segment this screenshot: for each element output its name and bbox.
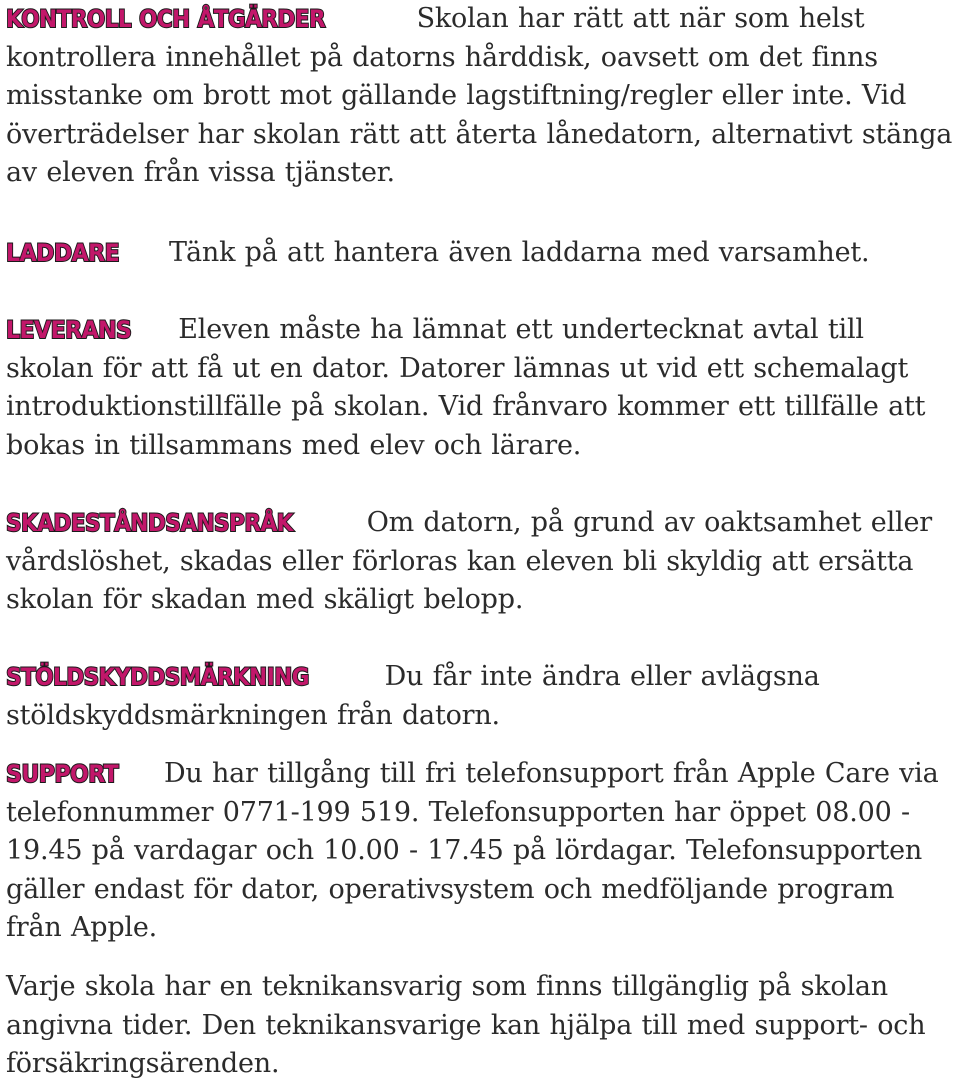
section-leverans: [6, 311, 956, 465]
heading-kontroll-och-atgarder: KONTROLL OCH ÅTGÄRDER: [6, 5, 326, 33]
section-text-leverans: Eleven måste ha lämnat ett undertecknat avtal till skolan för att få ut en dator. Datorer lämnas ut vid ett schemalagt introduktionstillfälle på skolan. Vid frånvaro kommer ett tillfälle att bokas in tillsammans med elev och lärare.: [6, 314, 926, 461]
heading-support: SUPPORT: [6, 760, 119, 788]
closing-paragraph: Varje skola har en teknikansvarig som finns tillgänglig på skolan angivna tider. Den teknikansvarige kan hjälpa till med support- och försäkringsärenden.: [6, 971, 926, 1079]
section-skadestandsansprak: [6, 504, 956, 620]
heading-laddare: LADDARE: [6, 239, 120, 267]
section-support: [6, 755, 956, 948]
section-text-skadestandsansprak: Om datorn, på grund av oaktsamhet eller vårdslöshet, skadas eller förloras kan eleven bli skyldig att ersätta skolan för skadan med skäligt belopp.: [6, 507, 932, 615]
heading-skadestandsansprak: SKADESTÅNDSANSPRÅK: [6, 509, 293, 537]
section-text-stoldskyddsmarkning: Du får inte ändra eller avlägsna stöldskyddsmärkningen från datorn.: [6, 661, 820, 731]
section-text-kontroll: Skolan har rätt att när som helst kontrollera innehållet på datorns hårddisk, oavsett om det finns misstanke om brott mot gällande lagstiftning/regler eller inte. Vid överträdelser har skolan rätt att återta lånedatorn, alternativt stänga av eleven från vissa tjänster.: [6, 3, 953, 188]
section-text-laddare: Tänk på att hantera även laddarna med varsamhet.: [168, 237, 870, 268]
section-kontroll: [6, 0, 956, 193]
heading-stoldskyddsmarkning: STÖLDSKYDDSMÄRKNING: [6, 663, 309, 691]
section-laddare: [6, 234, 956, 273]
section-stoldskyddsmarkning: [6, 658, 956, 735]
section-text-support: Du har tillgång till fri telefonsupport från Apple Care via telefonnummer 0771-199 519. Telefonsupporten har öppet 08.00 - 19.45 på vardagar och 10.00 - 17.45 på lördagar. Telefonsupporten gäller endast för dator, operativsystem och medföljande program från Apple.: [6, 758, 939, 943]
heading-leverans: LEVERANS: [6, 316, 132, 344]
